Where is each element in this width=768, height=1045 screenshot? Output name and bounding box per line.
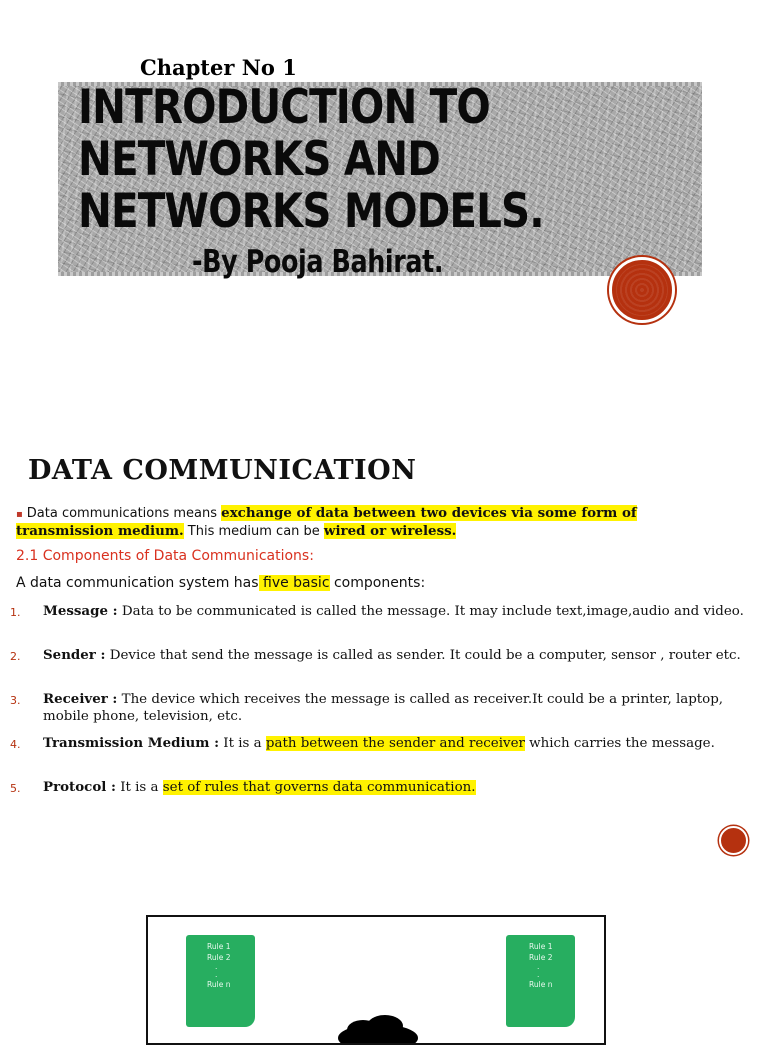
rule-label: Rule 1 [529, 942, 553, 951]
list-item-text: Device that send the message is called as sender. It could be a computer, sensor , router etc. [105, 648, 741, 663]
list-item-text: It is a [219, 736, 266, 751]
components-subheading: 2.1 Components of Data Communications: [16, 548, 314, 564]
slide-title [78, 82, 544, 238]
rule-label: Rule n [207, 980, 231, 989]
rule-label: . [215, 962, 218, 971]
list-item-text: Data to be communicated is called the message. It may include text,image,audio and video. [117, 604, 744, 619]
list-item-highlight: path between the sender and receiver [265, 736, 525, 751]
intro-highlight-2: wired or wireless. [323, 523, 457, 539]
list-item-term: Receiver : [43, 691, 118, 707]
list-item-term: Message : [43, 603, 118, 619]
rule-label: Rule 2 [529, 953, 553, 962]
list-item-term: Transmission Medium : [43, 735, 220, 751]
intro-lead: Data communications means [26, 506, 222, 521]
chapter-label: Chapter No 1 [140, 55, 297, 80]
list-item-number: 1. [10, 606, 21, 619]
list-item-number: 4. [10, 738, 21, 751]
rule-label: . [537, 962, 540, 971]
list-item-term: Protocol : [43, 779, 116, 795]
circle-ornament-icon [609, 257, 675, 323]
title-slide [0, 0, 768, 400]
rule-label: . [537, 970, 540, 979]
list-item-number: 2. [10, 650, 21, 663]
list-item-text: It is a [115, 780, 163, 795]
sentence-after: components: [329, 575, 426, 591]
rule-label: Rule n [529, 980, 553, 989]
list-item-text-after: which carries the message. [524, 736, 715, 751]
title-line-2: NETWORKS AND [78, 132, 440, 187]
protocol-diagram [146, 915, 606, 1045]
network-cloud-icon [333, 1014, 423, 1044]
list-item-number: 3. [10, 694, 21, 707]
sender-rules-box [186, 935, 255, 1027]
sentence-before: A data communication system has [16, 575, 259, 591]
intro-highlight-1: exchange of data between two devices via some form of transmission medium. [16, 505, 637, 539]
intro-middle: This medium can be [183, 524, 324, 539]
section-heading: DATA COMMUNICATION [28, 455, 417, 486]
list-item-number: 5. [10, 782, 21, 795]
rule-label: Rule 2 [207, 953, 231, 962]
circle-ornament-icon [719, 826, 748, 855]
receiver-rules-box [506, 935, 575, 1027]
sentence-highlight: five basic [258, 575, 330, 591]
components-sentence [16, 575, 425, 591]
list-item-highlight: set of rules that governs data communication. [162, 780, 476, 795]
bullet-square-icon: ▪ [16, 509, 23, 520]
title-line-3: NETWORKS MODELS. [78, 184, 544, 239]
rule-label: . [215, 970, 218, 979]
list-item-text: The device which receives the message is called as receiver.It could be a printer, laptop, mobile phone, television, etc. [43, 692, 724, 724]
rule-label: Rule 1 [207, 942, 231, 951]
list-item-term: Sender : [43, 647, 106, 663]
intro-bullet [16, 505, 736, 540]
title-line-1: INTRODUCTION TO [78, 80, 490, 135]
author-byline: -By Pooja Bahirat. [192, 244, 444, 280]
